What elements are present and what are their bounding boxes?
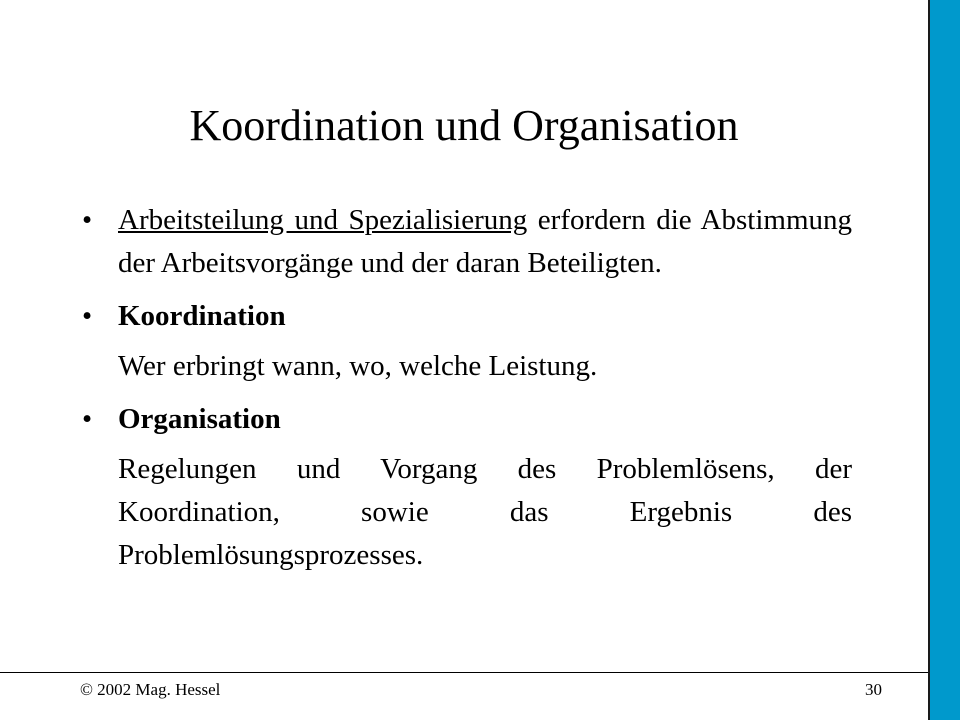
slide-content: [82, 199, 852, 577]
bullet-item-organisation: [82, 398, 852, 441]
footer-divider: [0, 672, 928, 673]
footer-copyright: © 2002 Mag. Hessel: [80, 680, 221, 699]
bullet-text: [118, 199, 852, 285]
bullet-heading: Koordination: [118, 300, 286, 332]
bullet-description: Regelungen und Vorgang des Problemlösens, der Koordination, sowie das Ergebnis des Problemlösungsprozesses.: [118, 453, 852, 571]
accent-sidebar: [930, 0, 960, 720]
underlined-term: Arbeitsteilung und Spezialisierung: [118, 204, 528, 236]
bullet-marker: •: [82, 403, 93, 435]
bullet-body: erfordern die Abstimmung der Arbeitsvorgänge und der daran Beteiligten.: [118, 204, 852, 279]
bullet-marker: •: [82, 300, 93, 332]
bullet-heading: Organisation: [118, 403, 281, 435]
bullet-description: Wer erbringt wann, wo, welche Leistung.: [118, 350, 598, 382]
slide-title: Koordination und Organisation: [189, 101, 739, 150]
bullet-item-koordination: [82, 295, 852, 338]
bullet-item-arbeitsteilung: [82, 199, 852, 285]
bullet-marker: •: [82, 204, 93, 236]
footer-page-number: 30: [865, 680, 882, 699]
